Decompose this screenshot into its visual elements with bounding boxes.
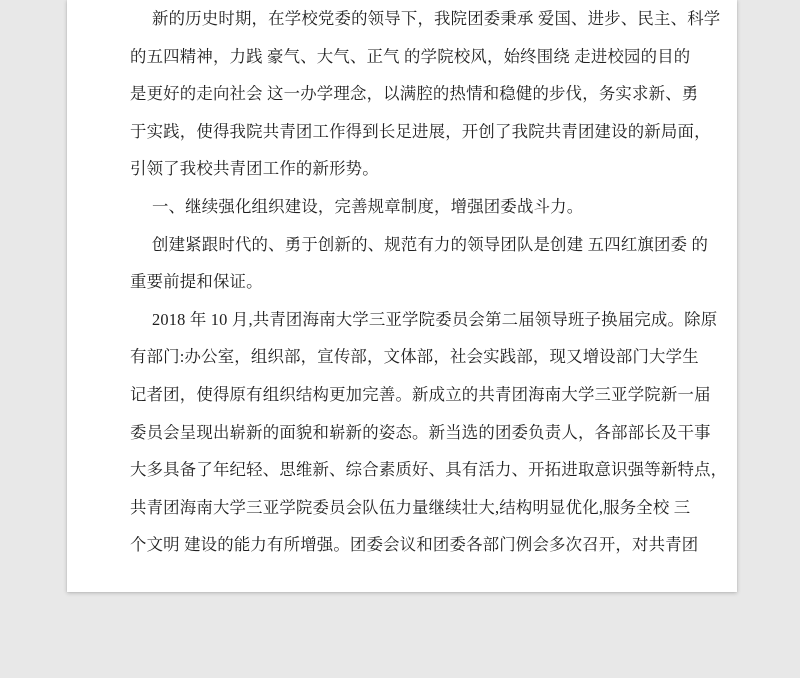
text-line: 记者团，使得原有组织结构更加完善。新成立的共青团海南大学三亚学院新一届 — [130, 384, 711, 404]
document-text — [67, 0, 737, 564]
paragraph-premise — [130, 226, 713, 301]
text-line: 一、继续强化组织建设，完善规章制度，增强团委战斗力。 — [152, 196, 584, 216]
text-line: 新的历史时期，在学校党委的领导下，我院团委秉承 爱国、进步、民主、科学 — [152, 9, 721, 28]
text-line: 是更好的走向社会 这一办学理念，以满腔的热情和稳健的步伐，务实求新、勇 — [130, 84, 699, 104]
document-page[interactable] — [67, 0, 737, 592]
text-line: 创建紧跟时代的、勇于创新的、规范有力的领导团队是创建 五四红旗团委 的 — [152, 234, 709, 254]
text-line: 引领了我校共青团工作的新形势。 — [130, 159, 379, 179]
text-line: 大多具备了年纪轻、思维新、综合素质好、具有活力、开拓进取意识强等新特点， — [130, 460, 728, 480]
paragraph-heading-1 — [130, 188, 713, 226]
text-line: 共青团海南大学三亚学院委员会队伍力量继续壮大,结构明显优化,服务全校 三 — [130, 497, 691, 517]
text-line: 委员会呈现出崭新的面貌和崭新的姿态。新当选的团委负责人，各部部长及干事 — [130, 422, 711, 442]
text-line: 于实践，使得我院共青团工作得到长足进展，开创了我院共青团建设的新局面， — [130, 121, 711, 141]
text-line: 有部门:办公室，组织部，宣传部，文体部，社会实践部，现又增设部门大学生 — [130, 347, 699, 367]
paragraph-committee — [130, 301, 728, 564]
paragraph-intro — [130, 0, 721, 188]
text-line: 的五四精神，力践 豪气、大气、正气 的学院校风，始终围绕 走进校园的目的 — [130, 46, 691, 66]
text-line: 2018 年 10 月,共青团海南大学三亚学院委员会第二届领导班子换届完成。除原 — [152, 309, 718, 329]
text-line: 个文明 建设的能力有所增强。团委会议和团委各部门例会多次召开，对共青团 — [130, 535, 699, 555]
text-line: 重要前提和保证。 — [130, 272, 263, 292]
